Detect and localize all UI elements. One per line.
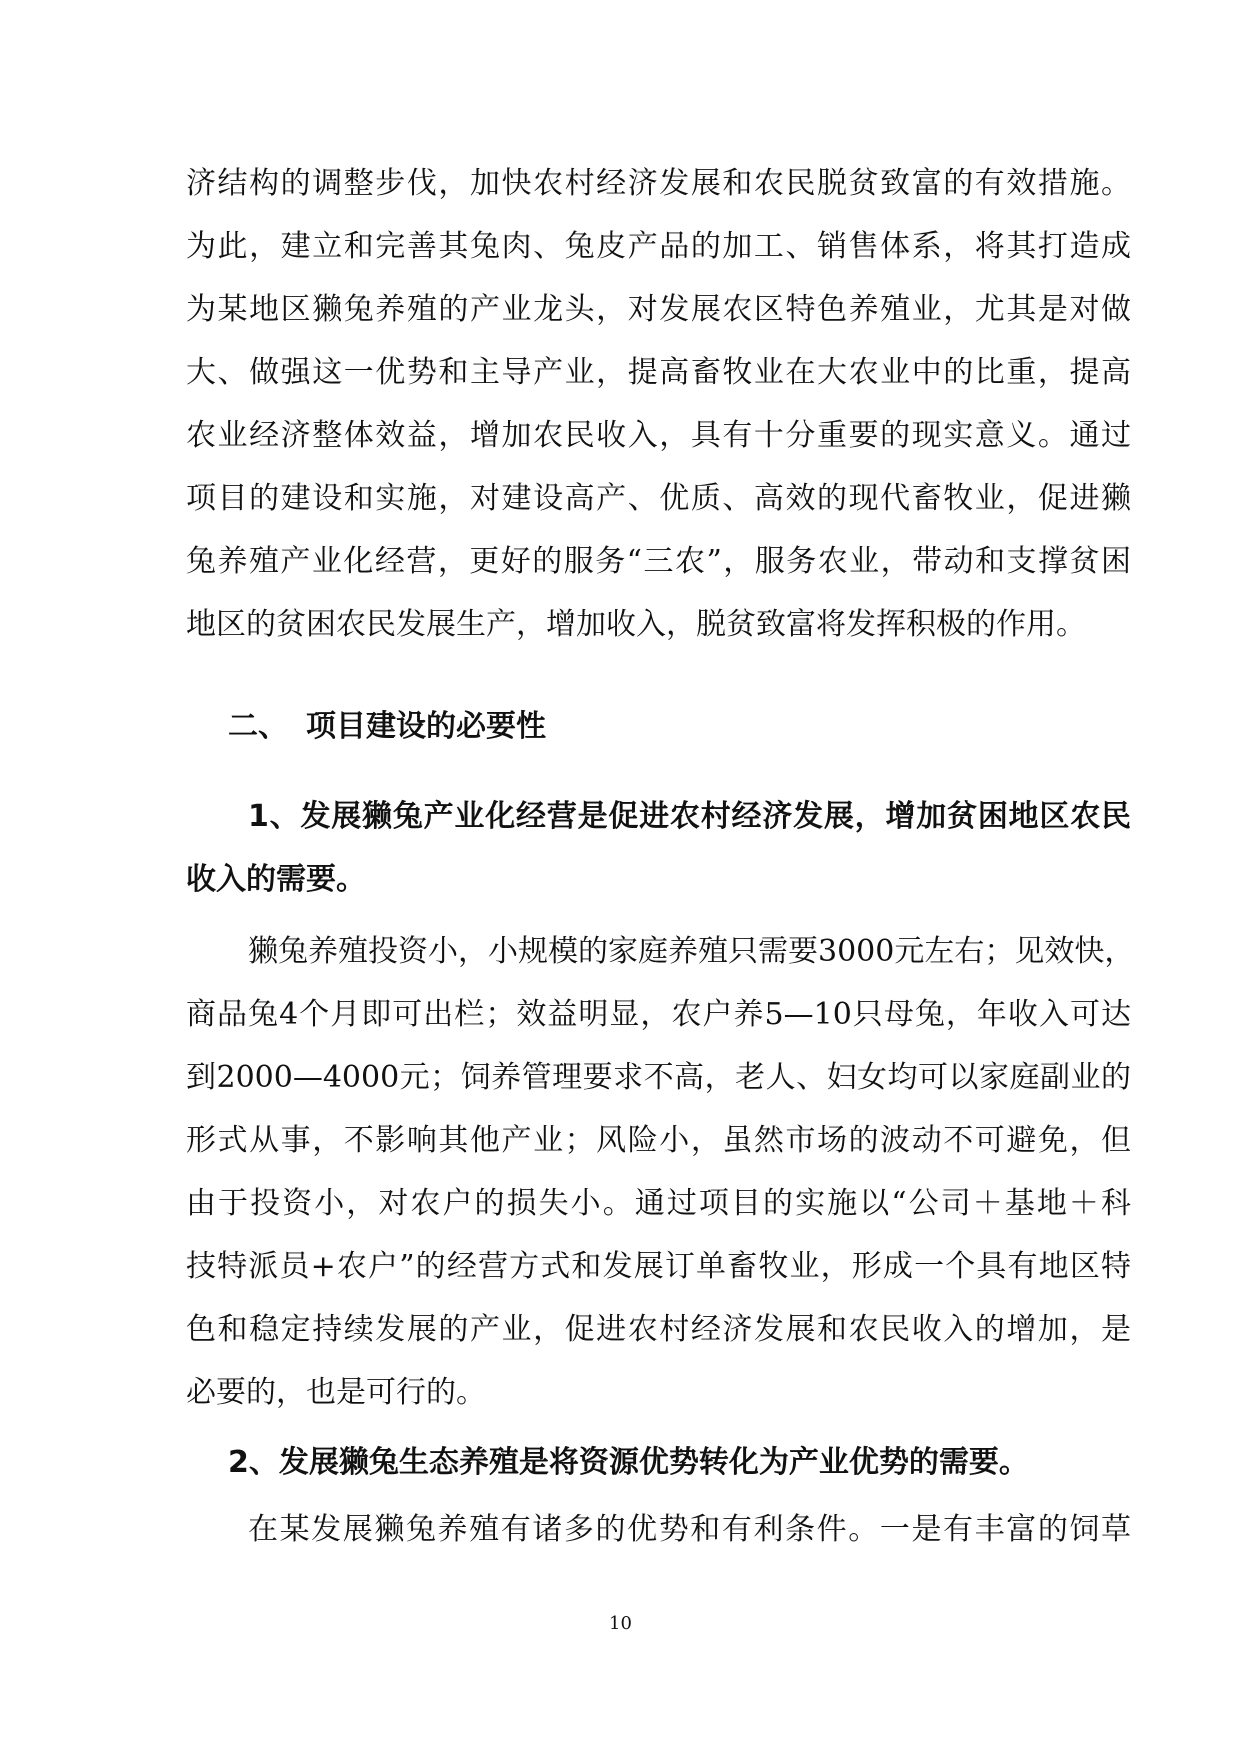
paragraph-line: 项目的建设和实施，对建设高产、优质、高效的现代畜牧业，促进獭: [186, 481, 1131, 516]
paragraph-line: 技特派员+农户”的经营方式和发展订单畜牧业，形成一个具有地区特: [186, 1249, 1131, 1284]
paragraph-line: 商品兔4个月即可出栏；效益明显，农户养5—10只母兔，年收入可达: [186, 997, 1131, 1032]
subheading-line: 收入的需要。: [186, 862, 366, 897]
paragraph-line: 必要的，也是可行的。: [186, 1375, 486, 1410]
paragraph-line: 济结构的调整步伐，加快农村经济发展和农民脱贫致富的有效措施。: [186, 166, 1131, 201]
paragraph-line: 形式从事，不影响其他产业；风险小，虽然市场的波动不可避免，但: [186, 1123, 1131, 1158]
section-title: 项目建设的必要性: [306, 709, 546, 744]
section-number: 二、: [228, 709, 288, 744]
subheading-2: 2、发展獭兔生态养殖是将资源优势转化为产业优势的需要。: [228, 1445, 1029, 1480]
paragraph-line: 由于投资小，对农户的损失小。通过项目的实施以“公司＋基地＋科: [186, 1186, 1131, 1221]
paragraph-line: 在某发展獭兔养殖有诸多的优势和有利条件。一是有丰富的饲草: [248, 1512, 1131, 1547]
paragraph-line: 獭兔养殖投资小，小规模的家庭养殖只需要3000元左右；见效快，: [248, 934, 1135, 969]
paragraph-line: 农业经济整体效益，增加农民收入，具有十分重要的现实意义。通过: [186, 418, 1131, 453]
paragraph-line: 为某地区獭兔养殖的产业龙头，对发展农区特色养殖业，尤其是对做: [186, 292, 1131, 327]
paragraph-line: 地区的贫困农民发展生产，增加收入，脱贫致富将发挥积极的作用。: [186, 607, 1086, 642]
page-number: 10: [609, 1613, 632, 1634]
subheading-line: 1、发展獭兔产业化经营是促进农村经济发展，增加贫困地区农民: [248, 799, 1131, 834]
paragraph-line: 到2000—4000元；饲养管理要求不高，老人、妇女均可以家庭副业的: [186, 1060, 1131, 1095]
paragraph-line: 大、做强这一优势和主导产业，提高畜牧业在大农业中的比重，提高: [186, 355, 1131, 390]
paragraph-line: 色和稳定持续发展的产业，促进农村经济发展和农民收入的增加，是: [186, 1312, 1131, 1347]
section-heading: [228, 707, 546, 747]
paragraph-line: 兔养殖产业化经营，更好的服务“三农”，服务农业，带动和支撑贫困: [186, 544, 1131, 579]
paragraph-line: 为此，建立和完善其兔肉、兔皮产品的加工、销售体系，将其打造成: [186, 229, 1131, 264]
